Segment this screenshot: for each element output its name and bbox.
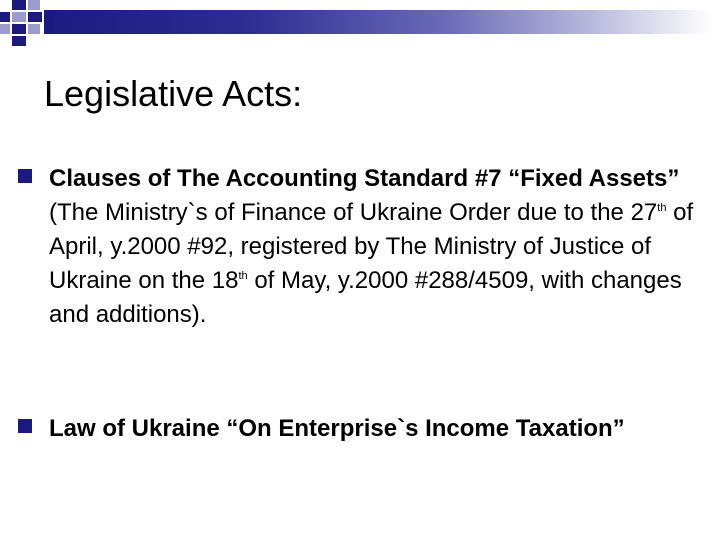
decorative-square <box>28 24 40 34</box>
bullet-body-text: of May, y.2000 #288/4509, with changes and additions). <box>49 267 682 328</box>
bullet-bold-text: Law of Ukraine “On Enterprise`s Income Taxation” <box>49 415 625 442</box>
decorative-square <box>12 12 26 22</box>
decorative-square <box>0 12 10 22</box>
header-gradient-bar <box>44 10 712 34</box>
decorative-square <box>12 36 26 46</box>
square-bullet-icon <box>18 169 32 183</box>
bullet-item-accounting-standard <box>18 162 698 332</box>
decorative-square <box>28 12 42 22</box>
bullet-bold-text: Clauses of The Accounting Standard #7 “Fixed Assets” <box>49 165 680 192</box>
bullet-body-text: of April, y.2000 #92, registered by The Ministry of Justice of Ukraine on the 18 <box>49 199 694 294</box>
ordinal-suffix: th <box>657 202 667 214</box>
decorative-square <box>28 0 40 10</box>
ordinal-suffix: th <box>238 270 248 282</box>
bullet-body-text: (The Ministry`s of Finance of Ukraine Order due to the 27 <box>49 199 658 226</box>
decorative-square <box>0 24 10 34</box>
square-bullet-icon <box>18 419 32 433</box>
decorative-square <box>12 24 26 34</box>
bullet-item-income-taxation-law <box>18 412 698 446</box>
bullet-text <box>49 412 698 446</box>
slide-title: Legislative Acts: <box>44 73 303 114</box>
decorative-square <box>12 0 26 10</box>
bullet-text <box>49 162 698 332</box>
